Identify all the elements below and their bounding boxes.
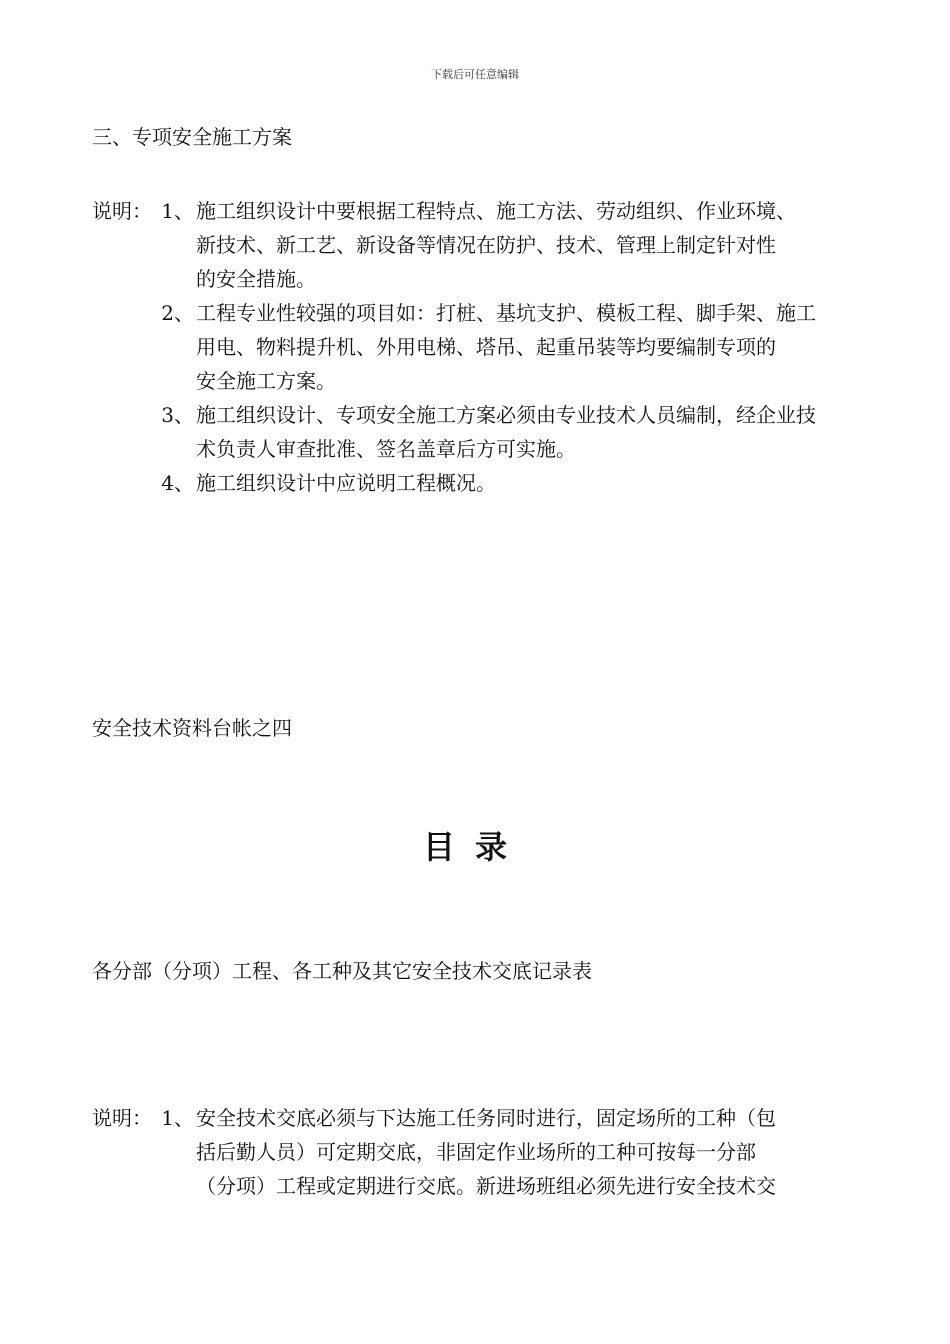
note-line: 术负责人审查批准、签名盖章后方可实施。 [196,437,576,461]
note-item-1 [92,1101,862,1203]
note-number: 1、 [161,1106,194,1130]
note-line: 施工组织设计、专项安全施工方案必须由专业技术人员编制，经企业技 [196,403,816,427]
notes-block-2 [92,1101,862,1203]
document-title: 目录 [422,828,527,866]
note-item-1 [92,194,862,296]
note-line: 工程专业性较强的项目如：打桩、基坑支护、模板工程、脚手架、施工 [196,301,816,325]
note-item-3 [92,398,862,466]
note-number: 4、 [161,471,194,495]
note-number: 1、 [161,199,194,223]
note-line: 新技术、新工艺、新设备等情况在防护、技术、管理上制定针对性 [196,233,776,257]
note-item-2 [92,296,862,398]
notes-label: 说明： [92,199,152,223]
note-line: 施工组织设计中应说明工程概况。 [196,471,496,495]
note-line: 安全施工方案。 [196,369,336,393]
note-line: 的安全措施。 [196,267,316,291]
note-number: 2、 [161,301,194,325]
note-item-4 [92,466,862,500]
header-note: 下载后可任意编辑 [431,68,519,81]
notes-label: 说明： [92,1106,152,1130]
note-line: 括后勤人员）可定期交底，非固定作业场所的工种可按每一分部 [196,1140,756,1164]
note-line: 安全技术交底必须与下达施工任务同时进行，固定场所的工种（包 [196,1106,776,1130]
note-line: 施工组织设计中要根据工程特点、施工方法、劳动组织、作业环境、 [196,199,796,223]
note-line: 用电、物料提升机、外用电梯、塔吊、起重吊装等均要编制专项的 [196,335,776,359]
note-number: 3、 [161,403,194,427]
toc-item: 各分部（分项）工程、各工种及其它安全技术交底记录表 [92,959,592,983]
ledger-title: 安全技术资料台帐之四 [92,716,292,740]
note-line: （分项）工程或定期进行交底。新进场班组必须先进行安全技术交 [196,1174,776,1198]
section-three-title: 三、专项安全施工方案 [92,125,292,149]
notes-block-1 [92,194,862,500]
